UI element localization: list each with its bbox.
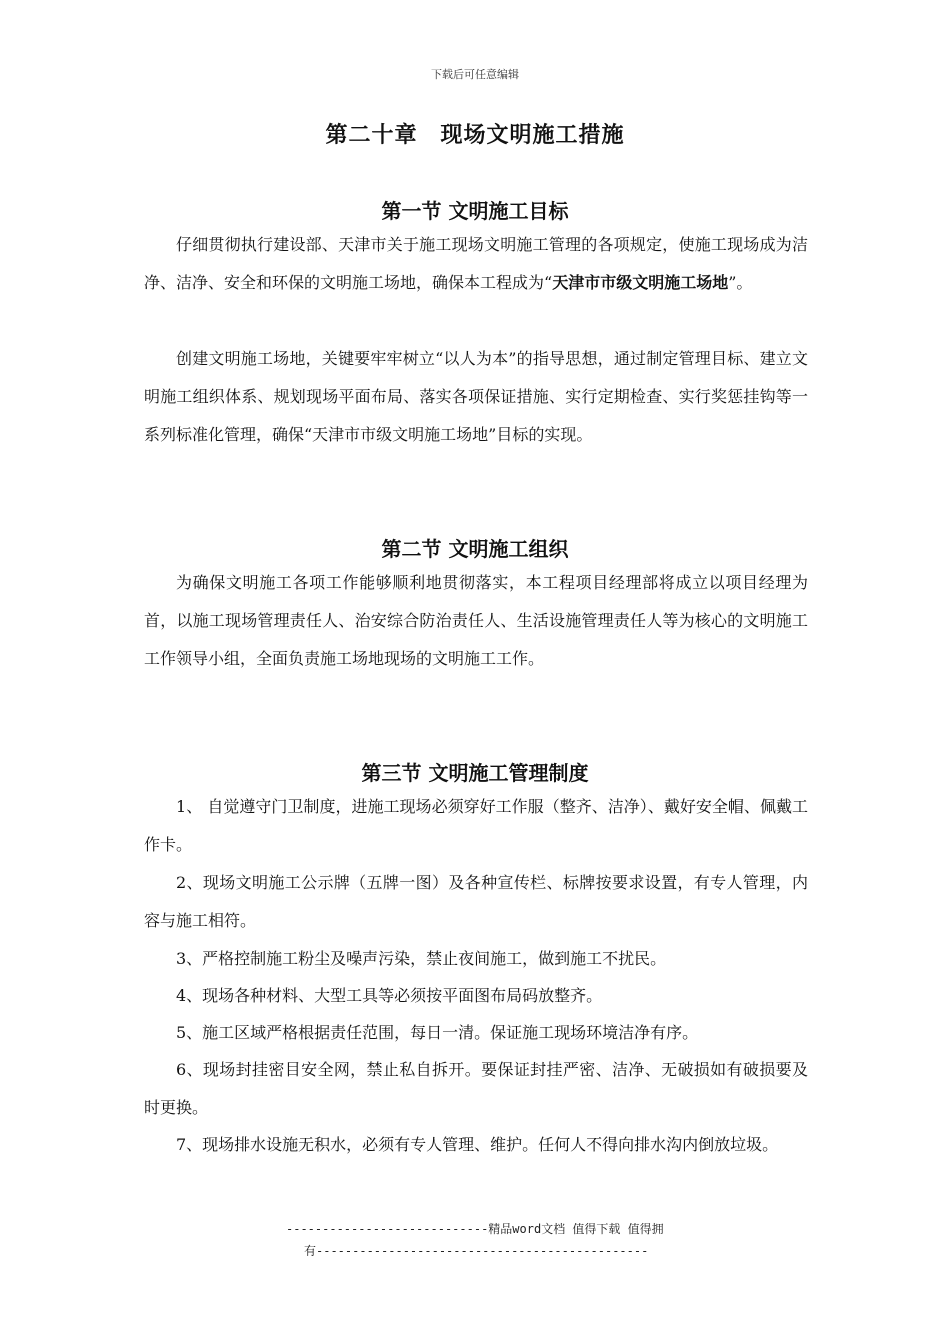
list-item: 1、 自觉遵守门卫制度，进施工现场必须穿好工作服（整齐、洁净）、戴好安全帽、佩戴工作卡。 (144, 797, 808, 854)
list-item: 6、现场封挂密目安全网，禁止私自拆开。要保证封挂严密、洁净、无破损如有破损要及时更换。 (144, 1060, 808, 1117)
section-title-2: 第二节 文明施工组织 (381, 537, 569, 561)
paragraph: 创建文明施工场地，关键要牢牢树立“以人为本”的指导思想，通过制定管理目标、建立文明施工组织体系、规划现场平面布局、落实各项保证措施、实行定期检查、实行奖惩挂钩等一系列标准化管理，确保“天津市市级文明施工场地”目标的实现。 (144, 349, 808, 444)
header-note: 下载后可任意编辑 (431, 68, 519, 81)
list-item: 7、现场排水设施无积水，必须有专人管理、维护。任何人不得向排水沟内倒放垃圾。 (176, 1135, 779, 1154)
footer-line-2: 有---------------------------------------------- (304, 1244, 649, 1258)
footer-line-1: ----------------------------精品word文档 值得下载 值得拥 (286, 1222, 664, 1236)
list-item: 5、施工区域严格根据责任范围，每日一清。保证施工现场环境洁净有序。 (176, 1023, 699, 1042)
paragraph-text: ”。 (728, 273, 753, 292)
section-title-3: 第三节 文明施工管理制度 (361, 761, 589, 785)
paragraph-text: 仔细贯彻执行建设部、天津市关于施工现场文明施工管理的各项规定，使施工现场成为洁净、洁净、安全和环保的文明施工场地，确保本工程成为“ (144, 235, 808, 292)
paragraph: 为确保文明施工各项工作能够顺利地贯彻落实，本工程项目经理部将成立以项目经理为首，以施工现场管理责任人、治安综合防治责任人、生活设施管理责任人等为核心的文明施工工作领导小组，全面负责施工场地现场的文明施工工作。 (144, 573, 808, 668)
list-item: 2、现场文明施工公示牌（五牌一图）及各种宣传栏、标牌按要求设置，有专人管理，内容与施工相符。 (144, 873, 808, 930)
section-title-1: 第一节 文明施工目标 (381, 199, 569, 223)
bold-phrase: 天津市市级文明施工场地 (552, 273, 729, 292)
chapter-title: 第二十章 现场文明施工措施 (325, 123, 625, 148)
list-item: 4、现场各种材料、大型工具等必须按平面图布局码放整齐。 (176, 986, 603, 1005)
paragraph (144, 226, 808, 302)
list-item: 3、严格控制施工粉尘及噪声污染，禁止夜间施工，做到施工不扰民。 (176, 949, 667, 968)
